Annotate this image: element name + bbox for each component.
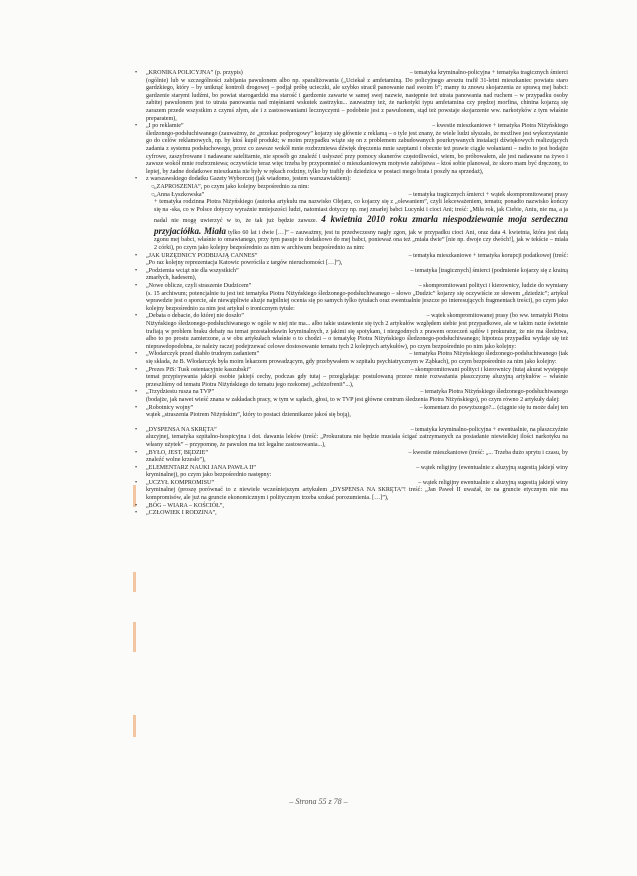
highlighter-mark — [133, 572, 136, 592]
entry-body — [154, 199, 568, 253]
bullet-icon: • — [135, 252, 138, 259]
entry-heading-row — [146, 313, 568, 321]
entry-heading-row — [146, 70, 568, 78]
entry-topic: – wątek religijny (ewentualnie z aluzyjną sugestią jakiejś winy — [416, 464, 568, 471]
entry-title: „ELEMENTARZ NAUKI JANA PAWŁA II” — [146, 464, 256, 471]
circle-bullet-icon: ○ — [151, 183, 155, 190]
bullet-icon: • — [135, 426, 138, 433]
entry-body-text: (ogólnie) lub w szczególności zabijania pawulonem albo np. sparaliżowania („Uciekał z amfetaminą. Do policyjnego aresztu trafił 31-letni mieszkaniec powiatu staro gardzkiego, który – by uniknąć kontroli drogowej – podjął próbę ucieczki, ale szybko stracił panowanie nad swoim b”; mamy tu znowu skojarzenia ze sprawą mej babci: gardzenie starymi ludźmi, bo powiat starogardzki ma starość i gardzenie zawarte w samej swej nazwie, następnie też utrata panowania nad ruchem – w przypadku osoby zabitej pawulonem jest to utrata panowania nad mięśniami wskutek zastrzyku... zauważmy też, że narkotyki typu amfetamina czy prędzej morfina, chinina kojarzą się zarazem przede wszystkim z czymś złym, ale i z zastosowaniami lecznyczymi – podobnie jest z pawulonem, stąd też powstaje skojarzenie ww. narkotyków z tym właśnie preparatem), — [146, 77, 568, 122]
entry-topic: – tematyka kryminalno-policyjna + ewentualnie, na płaszczyźnie — [410, 426, 568, 433]
entry-body-text: zmarłych, hadesem), — [146, 275, 197, 282]
text-column — [135, 70, 569, 518]
bullet-icon: • — [135, 351, 138, 358]
page-footer: – Strona 55 z 78 – — [289, 797, 348, 806]
entry-heading-row — [146, 283, 568, 291]
entry-body-text: znaleźć wolne krzesło”), — [146, 457, 206, 464]
entry-body-text: Niżyńskiego śledzonego-podsłuchiwanego w ogóle w niej nie ma... albo takie ustawienie się tych 2 artykułów względem siebie jest przypadkowe, ale w takim razie świetnie trafiają w problem braku debaty na temat przestałodawin kryminalnych, z jakimi się spotykam, i niezgodnych z prawem orzeczeń sądów i prokuratur, że nie ma śledztwa, albo to po prostu zamierzone, a w obu artykułach właśnie o to chodzi – o tematykę Piotra Niżyńskiego śledzonego-podsłuchiwanego; hipoteza przypadku wydaje się też nieprawdopodobna, że należy raczej podejrzewać celowe dostosowanie tematu tych 2 kolejnych artykułów), po czym bezpośrednio po nim jako kolejny: — [146, 321, 568, 350]
entry-heading-row — [146, 450, 568, 458]
entry-body-text: temat przypisywania jakiejś osobie jakiejś cechy, podczas gdy tutaj – przeglądając postulowaną przeze mnie rozważania płaszczyznę aluzyjną artykułów – właśnie przeszliśmy od tematu Piotra Niżyńskiego do tematu jego rzekomej „schizofrenii”...), — [146, 374, 568, 388]
entry-topic: – tematyka kryminalno-policyjna + tematyka tragicznych śmierci — [409, 70, 568, 76]
entry-body-text: śledzonego-podsłuchiwanego (zauważmy, że „przekaz podprogowy” kojarzy się głównie z reklamą – o tyle jest znany, że wiele ludzi słyszało, że możliwe jest wykorzystanie go do celów reklamowych, np. by ktoś kupił produkt; w moim przypadku wiąże się on z problemem zabudowanych pourkrywanych instalacji dźwiękowych realizujących zadania z systemu podsłuchowego, przez co zawsze wokół mnie rozbrzmiewa dźwięk dręczenia mnie szeptami i obecnie też prawie ciągle wołaniami – radio to jest bodajże cyfrowe, zaszyfrowane i nadawane satelitarnie, nie sposób go znaleźć i usłyszeć przy pomocy skanerów częstotliwości, wiem, bo próbowałem, ale jest nadawane na żywo i zawsze wokół mnie rozbrzmiewa; oczywiście teraz więc trzeba by przypomnieć o mieszkaniowym motywie zabójstwa – ktoś sobie planował, że skoro mam być dręczony, to lepiej, by żadne dodatkowe mieszkania nie były w rękach rodziny, tylko by trafiły do dziedzica w postaci mego brata i poszły na sprzedaż), — [146, 130, 568, 175]
list-item — [135, 404, 568, 420]
entry-body — [146, 487, 568, 502]
list-item — [135, 283, 568, 313]
entry-topic: – tematyka Piotra Niżyńskiego śledzonego-podsłuchiwanego (tak — [409, 351, 568, 358]
list-item — [135, 313, 568, 351]
entry-body-text: „Po raz kolejny reprezentacja Katowic powróciła z targów nieruchomości […]”), — [146, 260, 343, 267]
bullet-icon: • — [135, 464, 138, 471]
circle-bullet-icon: ○ — [151, 191, 155, 198]
entry-body-text: kryminalnej (proszę porównać to z niewiele wcześniejszym artykułem „DYSPENSA NA SKRĘTA”! treść: „Jan Paweł II uważał, że na gruncie etycznym nie ma kompromisów, ale już na gruncie ekonomicznym i politycznym trzeba szukać porozumienia. […]”), — [146, 487, 568, 502]
list-item — [135, 70, 568, 123]
bullet-icon: • — [135, 313, 138, 320]
entry-topic: – tematyka mieszkaniowe + tematyka korupcji podatkowej (treść: — [408, 252, 568, 259]
bullet-icon: • — [135, 479, 138, 486]
entry-topic: – kwestie mieszkaniowe + tematyka Piotra Niżyńskiego — [432, 123, 568, 130]
entry-topic: – kwestie mieszkaniowe (treść: „... Trzeba dużo sprytu i czasu, by — [408, 449, 568, 456]
entry-topic: – komentarz do powyższego?... (ciągnie się tu może dalej ten — [419, 404, 568, 411]
entry-topic: – tematyka [tragicznych] śmierci (podmienie kojarzy się z krainą — [410, 267, 568, 274]
entry-text: „BÓG – WIARA – KOŚCIÓŁ”, — [146, 502, 224, 509]
entry-title: „Prezes PiS: Tusk ostentacyjnie kaszubski” — [146, 366, 251, 373]
entry-title: „Nowe oblicze, czyli straszenie Dudzicem” — [146, 283, 252, 290]
list-item — [135, 426, 568, 450]
entry-heading-row — [146, 405, 568, 413]
quoted-large-text: 4 kwietnia 2010 roku zmarła niespodziewanie moja serdeczna przyjaciółka. Miała — [154, 214, 568, 236]
entry-topic: – tematyka Piotra Niżyńskiego śledzonego-podsłuchiwanego — [420, 389, 568, 396]
list-item — [135, 351, 568, 366]
entry-text: z warszawskiego dodatku Gazety Wyborczej (jak wiadomo, jestem warszawiakiem): — [146, 176, 351, 183]
entry-body — [146, 457, 568, 465]
entry-topic: – wątek skompromitowanej prasy (bo ww. tematyki Piotra — [426, 313, 568, 320]
bullet-icon: • — [135, 70, 138, 76]
bullet-icon: • — [135, 283, 138, 290]
list-item — [135, 479, 568, 503]
entry-body-text: tylko 60 lat i dwie […]” – zauważmy, jest tu przedwczesny nagły zgon, jak w przypadku cioci Ani, oraz data 4. kwietnia, która jest datą zgonu mej babci, właśnie to omawianego, przy tym pasuje to dodatkowo do mej babci, ponieważ ona też „miała dwie” [nie np. dwoje czy dwóch!], jak w tekście – miała 2 córki), po czym jako kolejny bezpośrednio za nim w archiwum bezpośrednio za nim: — [154, 229, 569, 252]
bullet-icon: • — [135, 176, 138, 183]
bullet-icon: • — [135, 404, 138, 411]
entry-body — [146, 374, 568, 389]
entry-title: „KRONIKA POLICYJNA” (p. przypis) — [146, 70, 243, 76]
list-item — [135, 267, 568, 283]
entry-body — [146, 321, 568, 351]
entry-body — [146, 78, 568, 124]
entry-text: „ZAPROSZENIA”, po czym jako kolejny bezpośrednio za nim: — [154, 183, 310, 190]
list-item — [151, 183, 568, 192]
entry-body — [146, 359, 568, 367]
entry-body — [146, 434, 568, 449]
entry-body-text: aluzyjnej, tematyka szpitalno-hospicyjna i dot. dawania leków (treść: „Prokuratura nie będzie musiała ścigać zatrzymanych za posiadanie niewielkiej ilości narkotyku na własny użytek” – przypomnę, że pawulon ma też legalne zastosowania...), — [146, 434, 568, 448]
entry-title: „JAK URZĘDNICY PODBIJAJĄ CANNES” — [146, 252, 258, 259]
entry-body-text: (s. 15 archiwum; potencjalnie tu jest też tematyka Piotra Niżyńskiego śledzonego-podsłuchiwanego – słowo „Dudzic” kojarzy się oczywiście ze słowem „dziedzic”; artykuł wprawdzie jest o sporcie, ale niewątpliwie aluzje najpilniej ocenia się po samych tylko tytułach oraz ewentualnie jeszcze po interesujących fragmentach treści), po czym jako kolejny bezpośrednio za nim jest artykuł o ironicznym tytule: — [146, 290, 568, 312]
bullet-icon: • — [135, 449, 138, 456]
entry-body — [146, 260, 568, 268]
entry-body — [146, 291, 568, 314]
entry-topic: – wątek religijny ewentualnie z aluzyjną sugestią jakiejś winy — [418, 479, 568, 486]
entry-title: „Podziemia wciąż nie dla wszystkich” — [146, 267, 239, 274]
entry-topic: – skompromitowani polityci i kierownicy, ludzie do wymiany — [418, 283, 568, 290]
entry-heading-row — [146, 389, 568, 397]
list-item — [135, 502, 568, 511]
entry-body — [146, 412, 568, 420]
bullet-icon: • — [135, 123, 138, 130]
entry-topic: – tematyka tragicznych śmierci + wątek skompromitowanej prasy — [408, 191, 568, 198]
bullet-icon: • — [135, 267, 138, 274]
entry-title: „DYSPENSA NA SKRĘTA” — [146, 426, 217, 433]
entry-heading-row — [146, 268, 568, 276]
entry-body-text: (bodajże, jak nawet wieść znana w zakładach pracy, w tym w sądach, głosi, to w TVP jest główne centrum śledzenia Piotra Niżyńskiego), po czym równo 2 artykuły dalej: — [146, 396, 560, 403]
entry-title: „Włodarczyk przed diabło trudnym zadaniem” — [146, 351, 260, 358]
entry-body-text: kryminalnej), po czym jako bezpośrednio następny: — [146, 472, 272, 479]
entry-title: „BYŁO, JEST, BĘDZIE” — [146, 449, 209, 456]
entry-body-text: się składa, że B. Włodarczyk była moim lekarzem prowadzącym, gdy przebywałem w szpitalu psychiatrycznym w Ząbkach), po czym bezpośrednio za nim jako kolejny: — [146, 358, 557, 365]
list-item — [135, 123, 568, 176]
list-item — [135, 366, 568, 390]
list-item — [135, 464, 568, 480]
entry-title: „Robotnicy wojny” — [146, 404, 194, 411]
entry-heading-row — [146, 123, 568, 131]
entry-body-text: wątek „straszenia Piotrem Niżyńskim”, który to postaci dziennikarze jakoś się boją), — [146, 412, 351, 419]
entry-body — [146, 397, 568, 405]
entry-title: „Anna Łyszkowska” — [154, 191, 205, 198]
list-item — [135, 449, 568, 465]
highlighter-mark — [133, 715, 136, 737]
bullet-icon: • — [135, 502, 138, 509]
entry-title: „Trzydziestu rusza na TVP” — [146, 389, 215, 396]
entry-title: „I po reklamie” — [146, 123, 184, 130]
list-item — [135, 176, 568, 184]
entry-topic: – skompromitowani polityci i kierownicy (tutaj akurat występuje — [410, 366, 568, 373]
entry-body-text: + tematyka rodzinna Piotra Niżyńskiego (autorka artykułu ma nazwisko Olejarz, co kojarzy się z „olewaniem”, czyli lekceważeniem, tematu; ponadto nazwisko kończy się na -ska, co w Polsce dotyczy wyraźnie mniejszości ludzi, natomiast dotyczy np. mej zmarłej babci Lucynki i cioci Ani; treść: „Miła rok, jak Ciebie, Aniu, nie ma, a ja nadal nie mogę uwierzyć w to, że tak już będzie zawsze. — [154, 199, 568, 225]
list-item — [151, 191, 569, 253]
entry-body — [146, 472, 568, 480]
entry-title: „Debata o debacie, do której nie doszło” — [146, 313, 244, 320]
bullet-icon: • — [135, 389, 138, 396]
list-item — [135, 252, 568, 268]
entry-heading-row — [146, 351, 568, 359]
entry-text: „CZŁOWIEK I RODZINA”, — [146, 510, 217, 517]
highlighter-mark — [133, 622, 136, 652]
entry-heading-row — [146, 367, 568, 375]
entry-heading-row — [154, 192, 568, 200]
entry-title: „UCZYŁ KOMPROMISU” — [146, 479, 215, 486]
list-item — [135, 389, 568, 404]
entry-body — [146, 275, 568, 283]
bullet-icon: • — [135, 510, 138, 517]
list-item — [135, 510, 568, 518]
entry-body — [146, 131, 568, 177]
bullet-icon: • — [135, 366, 138, 373]
